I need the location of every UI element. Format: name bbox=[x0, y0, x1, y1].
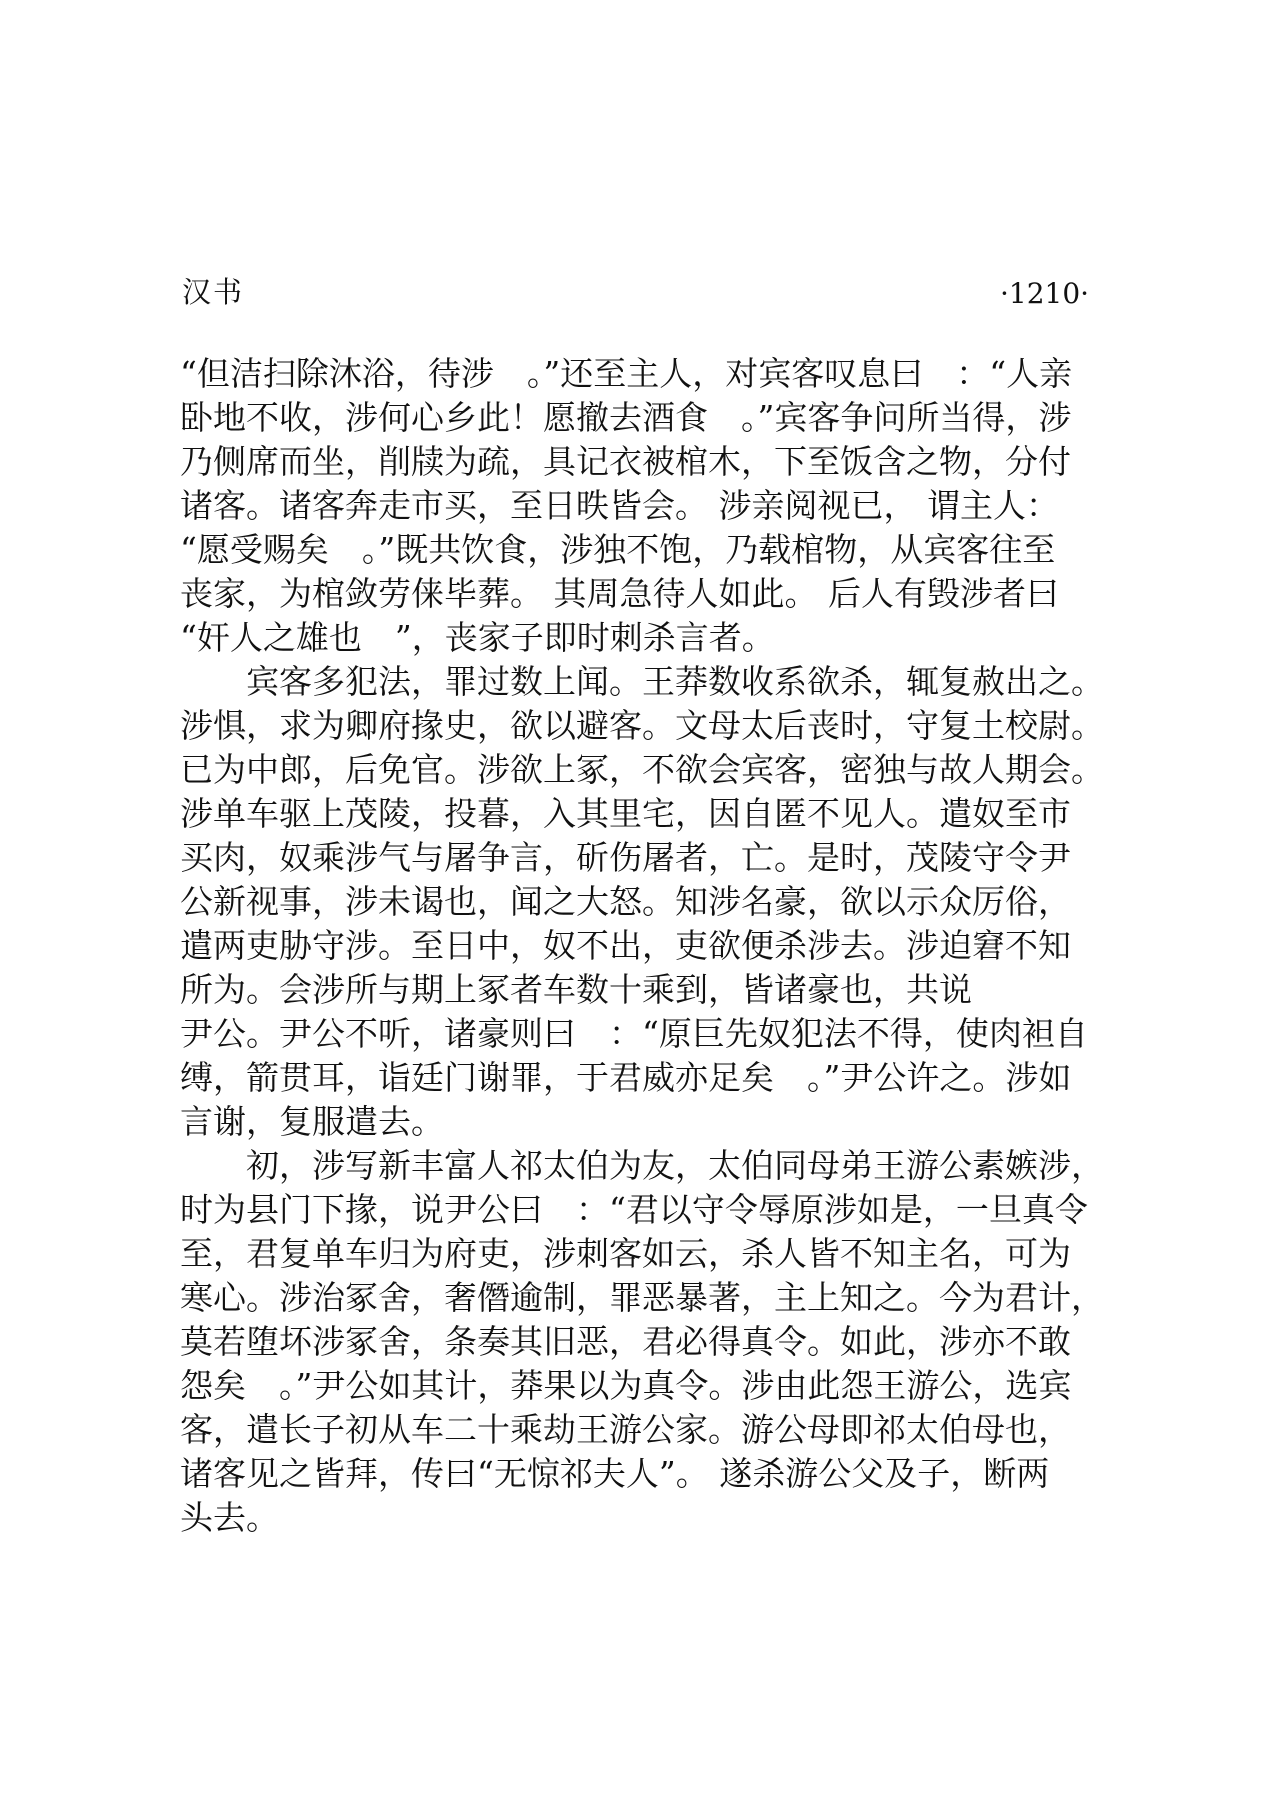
text-line: 公新视事，涉未谒也，闻之大怒。知涉名豪，欲以示众厉俗， bbox=[180, 882, 1071, 921]
text-line: “奸人之雄也 ”，丧家子即时刺杀言者。 bbox=[180, 618, 775, 657]
text-line: 尹公。尹公不听，诸豪则曰 ：“原巨先奴犯法不得，使肉袒自 bbox=[180, 1014, 1088, 1053]
text-line: 诸客。诸客奔走市买，至日昳皆会。 涉亲阅视已， 谓主人： bbox=[180, 486, 1059, 525]
text-line: 至，君复单车归为府吏，涉刺客如云，杀人皆不知主名，可为 bbox=[180, 1234, 1071, 1273]
text-line: 宾客多犯法，罪过数上闻。王莽数收系欲杀，辄复赦出之。 bbox=[246, 662, 1104, 701]
text-line: 已为中郎，后免官。涉欲上冢，不欲会宾客，密独与故人期会。 bbox=[180, 750, 1104, 789]
text-line: 头去。 bbox=[180, 1498, 279, 1537]
text-line: 客，遣长子初从车二十乘劫王游公家。游公母即祁太伯母也， bbox=[180, 1410, 1071, 1449]
text-line: “但洁扫除沐浴，待涉 。”还至主人，对宾客叹息曰 ：“人亲 bbox=[180, 354, 1073, 393]
text-line: 涉惧，求为卿府掾史，欲以避客。文母太后丧时，守复土校尉。 bbox=[180, 706, 1104, 745]
text-line: 初，涉写新丰富人祁太伯为友，太伯同母弟王游公素嫉涉， bbox=[246, 1146, 1104, 1185]
body-text bbox=[180, 352, 1104, 1540]
text-line: 乃侧席而坐，削牍为疏，具记衣被棺木，下至饭含之物，分付 bbox=[180, 442, 1071, 481]
text-line: 卧地不收，涉何心乡此！愿撤去酒食 。”宾客争问所当得，涉 bbox=[180, 398, 1072, 437]
text-line: 言谢，复服遣去。 bbox=[180, 1102, 444, 1141]
book-title: 汉书 bbox=[182, 275, 245, 309]
text-line: “愿受赐矣 。”既共饮食，涉独不饱，乃载棺物，从宾客往至 bbox=[180, 530, 1056, 569]
text-line: 寒心。涉治冢舍，奢僭逾制，罪恶暴著，主上知之。今为君计， bbox=[180, 1278, 1104, 1317]
page-number: ·1210· bbox=[1000, 277, 1090, 310]
text-line: 买肉，奴乘涉气与屠争言，斫伤屠者，亡。是时，茂陵守令尹 bbox=[180, 838, 1071, 877]
text-line: 涉单车驱上茂陵，投暮，入其里宅，因自匿不见人。遣奴至市 bbox=[180, 794, 1071, 833]
text-line: 缚，箭贯耳，诣廷门谢罪，于君威亦足矣 。”尹公许之。涉如 bbox=[180, 1058, 1072, 1097]
text-line: 诸客见之皆拜，传曰“无惊祁夫人”。 遂杀游公父及子，断两 bbox=[180, 1454, 1050, 1493]
text-line: 时为县门下掾，说尹公曰 ：“君以守令辱原涉如是，一旦真令 bbox=[180, 1190, 1088, 1229]
text-line: 莫若堕坏涉冢舍，条奏其旧恶，君必得真令。如此，涉亦不敢 bbox=[180, 1322, 1071, 1361]
text-line: 丧家，为棺敛劳俫毕葬。 其周急待人如此。 后人有毁涉者曰 bbox=[180, 574, 1059, 613]
text-line: 遣两吏胁守涉。至日中，奴不出，吏欲便杀涉去。涉迫窘不知 bbox=[180, 926, 1071, 965]
text-line: 怨矣 。”尹公如其计，莽果以为真令。涉由此怨王游公，选宾 bbox=[180, 1366, 1072, 1405]
text-line: 所为。会涉所与期上冢者车数十乘到，皆诸豪也，共说 bbox=[180, 970, 972, 1009]
